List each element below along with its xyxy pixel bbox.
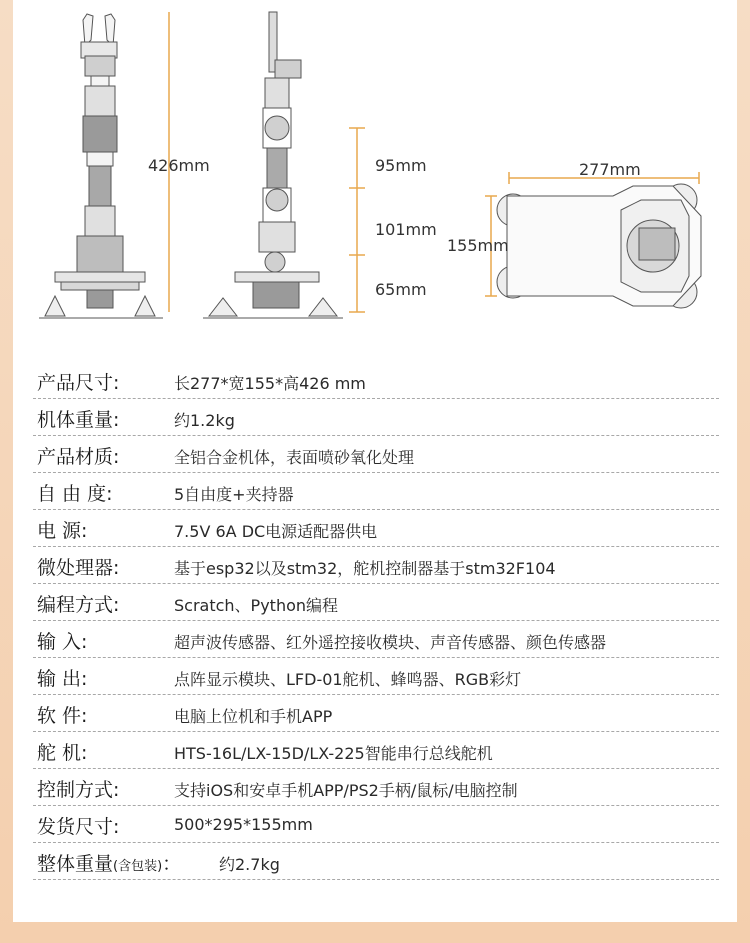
- spec-row: [33, 584, 719, 621]
- technical-drawings: [13, 0, 737, 340]
- spec-key-colon: ：: [162, 853, 182, 875]
- spec-value: 5自由度+夹持器: [174, 485, 294, 504]
- spec-value: 基于esp32以及stm32，舵机控制器基于stm32F104: [174, 559, 556, 578]
- front-view-arm: [39, 14, 163, 318]
- spec-row: [33, 399, 719, 436]
- spec-key: 控制方式:: [37, 779, 120, 801]
- spec-key-text: 整体重量: [37, 853, 114, 875]
- spec-row: [33, 436, 719, 473]
- side-view-arm: [203, 12, 343, 318]
- spec-key: 输 出:: [37, 668, 88, 690]
- spec-value: 7.5V 6A DC电源适配器供电: [174, 522, 378, 541]
- upper-section-dimension-label: 95mm: [375, 156, 427, 175]
- spec-value: 超声波传感器、红外遥控接收模块、声音传感器、颜色传感器: [174, 633, 607, 652]
- spec-key: 产品尺寸:: [37, 372, 120, 394]
- spec-key: 微处理器:: [37, 557, 120, 579]
- spec-key: 舵 机:: [37, 742, 88, 764]
- spec-row: [33, 732, 719, 769]
- spec-row: [33, 806, 719, 843]
- top-view-base: [497, 184, 701, 308]
- spec-key: 软 件:: [37, 705, 88, 727]
- spec-key: 自 由 度:: [37, 483, 113, 505]
- spec-key: 电 源:: [37, 520, 88, 542]
- spec-row: [33, 510, 719, 547]
- spec-row: [33, 473, 719, 510]
- spec-row: [33, 547, 719, 584]
- spec-table: [33, 362, 719, 880]
- spec-value: 约1.2kg: [174, 411, 235, 430]
- spec-value: HTS-16L/LX-15D/LX-225智能串行总线舵机: [174, 744, 493, 763]
- width-dimension-label: 277mm: [579, 160, 641, 179]
- spec-row: [33, 695, 719, 732]
- height-dimension-label: 426mm: [148, 156, 210, 175]
- spec-value: Scratch、Python编程: [174, 596, 339, 615]
- spec-key: 发货尺寸:: [37, 816, 120, 838]
- spec-value: 全铝合金机体，表面喷砂氧化处理: [174, 448, 415, 467]
- spec-key: [37, 849, 181, 876]
- spec-row: [33, 362, 719, 399]
- spec-card: [13, 0, 737, 922]
- spec-row: [33, 769, 719, 806]
- spec-row: [33, 621, 719, 658]
- lower-section-dimension-label: 65mm: [375, 280, 427, 299]
- spec-key: 机体重量:: [37, 409, 120, 431]
- middle-section-dimension-label: 101mm: [375, 220, 437, 239]
- depth-dimension-label: 155mm: [447, 236, 509, 255]
- spec-value: 电脑上位机和手机APP: [174, 707, 333, 726]
- spec-value: 长277*宽155*高426 mm: [174, 374, 366, 393]
- spec-value: 支持iOS和安卓手机APP/PS2手柄/鼠标/电脑控制: [174, 781, 518, 800]
- spec-key: 输 入:: [37, 631, 88, 653]
- spec-value: 约2.7kg: [219, 855, 280, 874]
- spec-row: [33, 658, 719, 695]
- spec-key: 产品材质:: [37, 446, 120, 468]
- spec-value: 500*295*155mm: [174, 815, 313, 834]
- spec-value: 点阵显示模块、LFD-01舵机、蜂鸣器、RGB彩灯: [174, 670, 522, 689]
- spec-key-note: (含包装): [113, 859, 163, 874]
- spec-row-total-weight: [33, 843, 719, 880]
- spec-key: 编程方式:: [37, 594, 120, 616]
